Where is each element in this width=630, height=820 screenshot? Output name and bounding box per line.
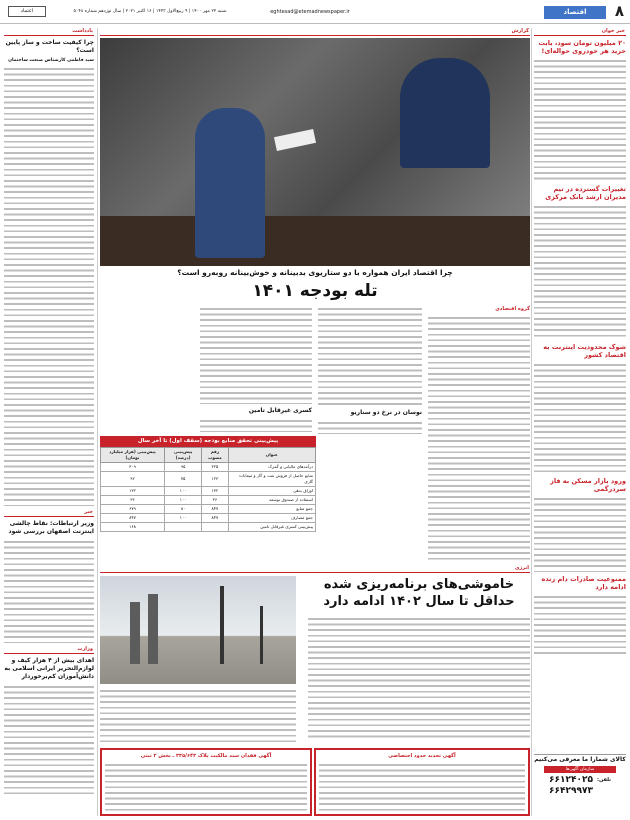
energy-headline[interactable]: خاموشی‌های برنامه‌ریزی شده حداقل تا سال ۱۴۰۲ ادامه دارد	[323, 577, 515, 609]
table-header: رقم مصوب	[202, 448, 228, 463]
issue-date-line: شنبه ۲۴ مهر ۱۴۰۰ | ۹ ربیع‌الاول ۱۴۴۳ | ۱۶ اکتبر ۲۰۲۱ | سال نوزدهم شماره ۵۰۴۸	[73, 9, 227, 14]
report-byline: گروه اقتصادی	[495, 306, 530, 312]
section-badge: اقتصاد	[544, 6, 606, 19]
table-cell: اوراق بدهی	[228, 487, 315, 496]
news-title[interactable]: ممنوعیت صادرات دام زنده ادامه دارد	[541, 575, 626, 591]
news-body-text	[534, 204, 626, 340]
table-cell	[164, 523, 201, 532]
table-cell: استفاده از صندوق توسعه	[228, 496, 315, 505]
table-cell: ۳۰۹	[101, 463, 165, 472]
table-row	[101, 463, 316, 472]
opinion-author: سید فاطمی کارشناس صنعت ساختمان	[8, 58, 94, 63]
energy-section	[100, 565, 530, 576]
report-column	[428, 306, 530, 564]
table-cell: ۶۷۹	[101, 505, 165, 514]
report-tag: گزارش	[100, 28, 530, 36]
report-subhead: نوسان در نرخ دو سناریو	[350, 409, 422, 416]
table-header: عنوان	[228, 448, 315, 463]
column-divider-left	[97, 28, 98, 816]
photo-document	[274, 129, 316, 151]
column-tag: خبر	[4, 509, 94, 517]
table-cell: ۳۲۵	[202, 463, 228, 472]
photo-pylon	[220, 586, 224, 664]
table-row	[101, 496, 316, 505]
report-body-text	[200, 306, 312, 404]
report-body-text	[318, 420, 422, 434]
table-cell: درآمدهای مالیاتی و گمرک	[228, 463, 315, 472]
report-body-text	[318, 306, 422, 406]
report-column	[318, 306, 422, 564]
table-title: پیش‌بینی تحقق منابع بودجه (سقف اول) تا آخر سال	[100, 436, 316, 447]
photo-pylon	[260, 606, 263, 664]
classified-ad	[534, 754, 626, 816]
page-header	[0, 0, 630, 24]
column-tag: وزارت	[4, 646, 94, 654]
table-cell: جمع مصارف	[228, 514, 315, 523]
table-row	[101, 514, 316, 523]
legal-ads	[100, 748, 530, 816]
news-body-text	[534, 58, 626, 182]
table-row	[101, 523, 316, 532]
table-cell: منابع حاصل از فروش نفت و گاز و میعانات گازی	[228, 472, 315, 487]
table-cell: ۱۳۲	[202, 487, 228, 496]
table-cell: ۱۳۲	[101, 487, 165, 496]
classified-phone[interactable]: ۶۶۴۲۹۹۷۳	[549, 786, 593, 796]
table-cell: جمع منابع	[228, 505, 315, 514]
table-cell: ۳۶	[202, 496, 228, 505]
column-tag: یادداشت	[4, 28, 94, 36]
table-cell: ۹۲	[101, 472, 165, 487]
news-title[interactable]: وزیر ارتباطات: نقاط چالشی اینترنت اصفهان بررسی شود	[8, 519, 94, 535]
photo-person	[400, 58, 490, 168]
report-body-text	[100, 688, 296, 742]
legal-ad	[314, 748, 530, 816]
report-body-text	[308, 616, 530, 740]
photo-person	[195, 108, 265, 258]
news-title[interactable]: اهدای بیش از ۴ هزار کیف و لوازم‌التحریر ایرانی اسلامی به دانش‌آموزان کم‌برخوردار	[4, 656, 94, 680]
ad-title: آگهی فقدان سند مالکیت پلاک ۳۳۵/۶۴۳ ـ بخش ۲ ثبتی	[140, 753, 272, 759]
table-cell: ۸۴۷	[202, 505, 228, 514]
table-cell: ۸۴۷	[202, 514, 228, 523]
table-cell: پیش‌بینی کسری غیرقابل تامین	[228, 523, 315, 532]
table-cell: ۸۴۷	[101, 514, 165, 523]
news-title[interactable]: شوک محدودیت اینترنت به اقتصاد کشور	[543, 343, 626, 359]
table-row	[101, 472, 316, 487]
classified-phone[interactable]: ۶۶۱۲۴۰۲۵	[549, 775, 593, 785]
photo-desk	[100, 216, 530, 266]
page-number: ۸	[614, 2, 624, 20]
opinion-body-text	[4, 66, 94, 506]
opinion-title[interactable]: چرا کیفیت ساخت و ساز پایین است؟	[5, 39, 94, 54]
news-body-text	[534, 362, 626, 474]
table-cell: ۳۶	[101, 496, 165, 505]
table-header: پیش‌بینی (هزار میلیارد تومان)	[101, 448, 165, 463]
report-body-text	[428, 315, 530, 561]
news-title[interactable]: تغییرات گسترده در تیم مدیران ارشد بانک مرکزی	[545, 185, 626, 201]
report-headline[interactable]: تله بودجه ۱۴۰۱	[252, 281, 378, 301]
classified-title: کالای شمارا ما معرفی می‌کنیم	[534, 756, 626, 763]
left-opinion-column	[4, 28, 94, 816]
legal-ad	[100, 748, 312, 816]
ad-body-text	[105, 762, 307, 814]
budget-table	[100, 436, 316, 532]
column-tag: خبر خوان	[534, 28, 626, 36]
table-cell: ۱۶۸	[101, 523, 165, 532]
table-row	[101, 505, 316, 514]
table-cell: ۱۲۳	[202, 472, 228, 487]
table-row	[101, 487, 316, 496]
news-title[interactable]: ورود بازار مسکن به فاز سردرگمی	[550, 477, 626, 493]
news-body-text	[4, 684, 94, 794]
news-body-text	[534, 496, 626, 572]
main-report	[100, 28, 530, 816]
table-cell: ۱۰۰	[164, 487, 201, 496]
table-cell: ۸۰	[164, 505, 201, 514]
site-url[interactable]: eghtesad@etemadnewspaper.ir	[270, 9, 350, 15]
news-body-text	[534, 594, 626, 654]
news-body-text	[4, 539, 94, 643]
photo-chimney	[130, 602, 140, 664]
table-cell: ۱۰۰	[164, 496, 201, 505]
table-cell: ۷۵	[164, 472, 201, 487]
power-plant-photo	[100, 576, 296, 684]
table-header: پیش‌بینی (درصد)	[164, 448, 201, 463]
news-title[interactable]: ۲۰ میلیون تومان سود، بابت خرید هر خودروی حواله‌ای!	[538, 39, 626, 55]
report-tag: انرژی	[100, 565, 530, 573]
budget-data-table	[100, 447, 316, 532]
report-body-text	[200, 418, 312, 432]
classified-label: سازمان آگهی‌ها	[544, 766, 616, 773]
photo-chimney	[148, 594, 158, 664]
ad-title: آگهی تحدید حدود اختصاصی	[388, 753, 456, 759]
energy-body-left	[100, 688, 296, 744]
newspaper-logo: اعتماد	[8, 6, 46, 17]
photo-caption: چرا اقتصاد ایران همواره با دو ستاریوی بدبینانه و خوش‌بینانه روبه‌رو است؟	[177, 268, 453, 277]
report-subhead: کسری غیرقابل تامین	[248, 407, 312, 414]
table-cell: ۹۵	[164, 463, 201, 472]
table-cell: ۱۰۰	[164, 514, 201, 523]
right-news-column	[534, 28, 626, 816]
table-cell	[202, 523, 228, 532]
column-divider-right	[531, 28, 532, 816]
energy-body	[308, 616, 530, 744]
ad-body-text	[319, 762, 525, 814]
parliament-photo	[100, 38, 530, 266]
table-body	[101, 463, 316, 532]
classified-phone-label: تلفن:	[596, 777, 611, 783]
